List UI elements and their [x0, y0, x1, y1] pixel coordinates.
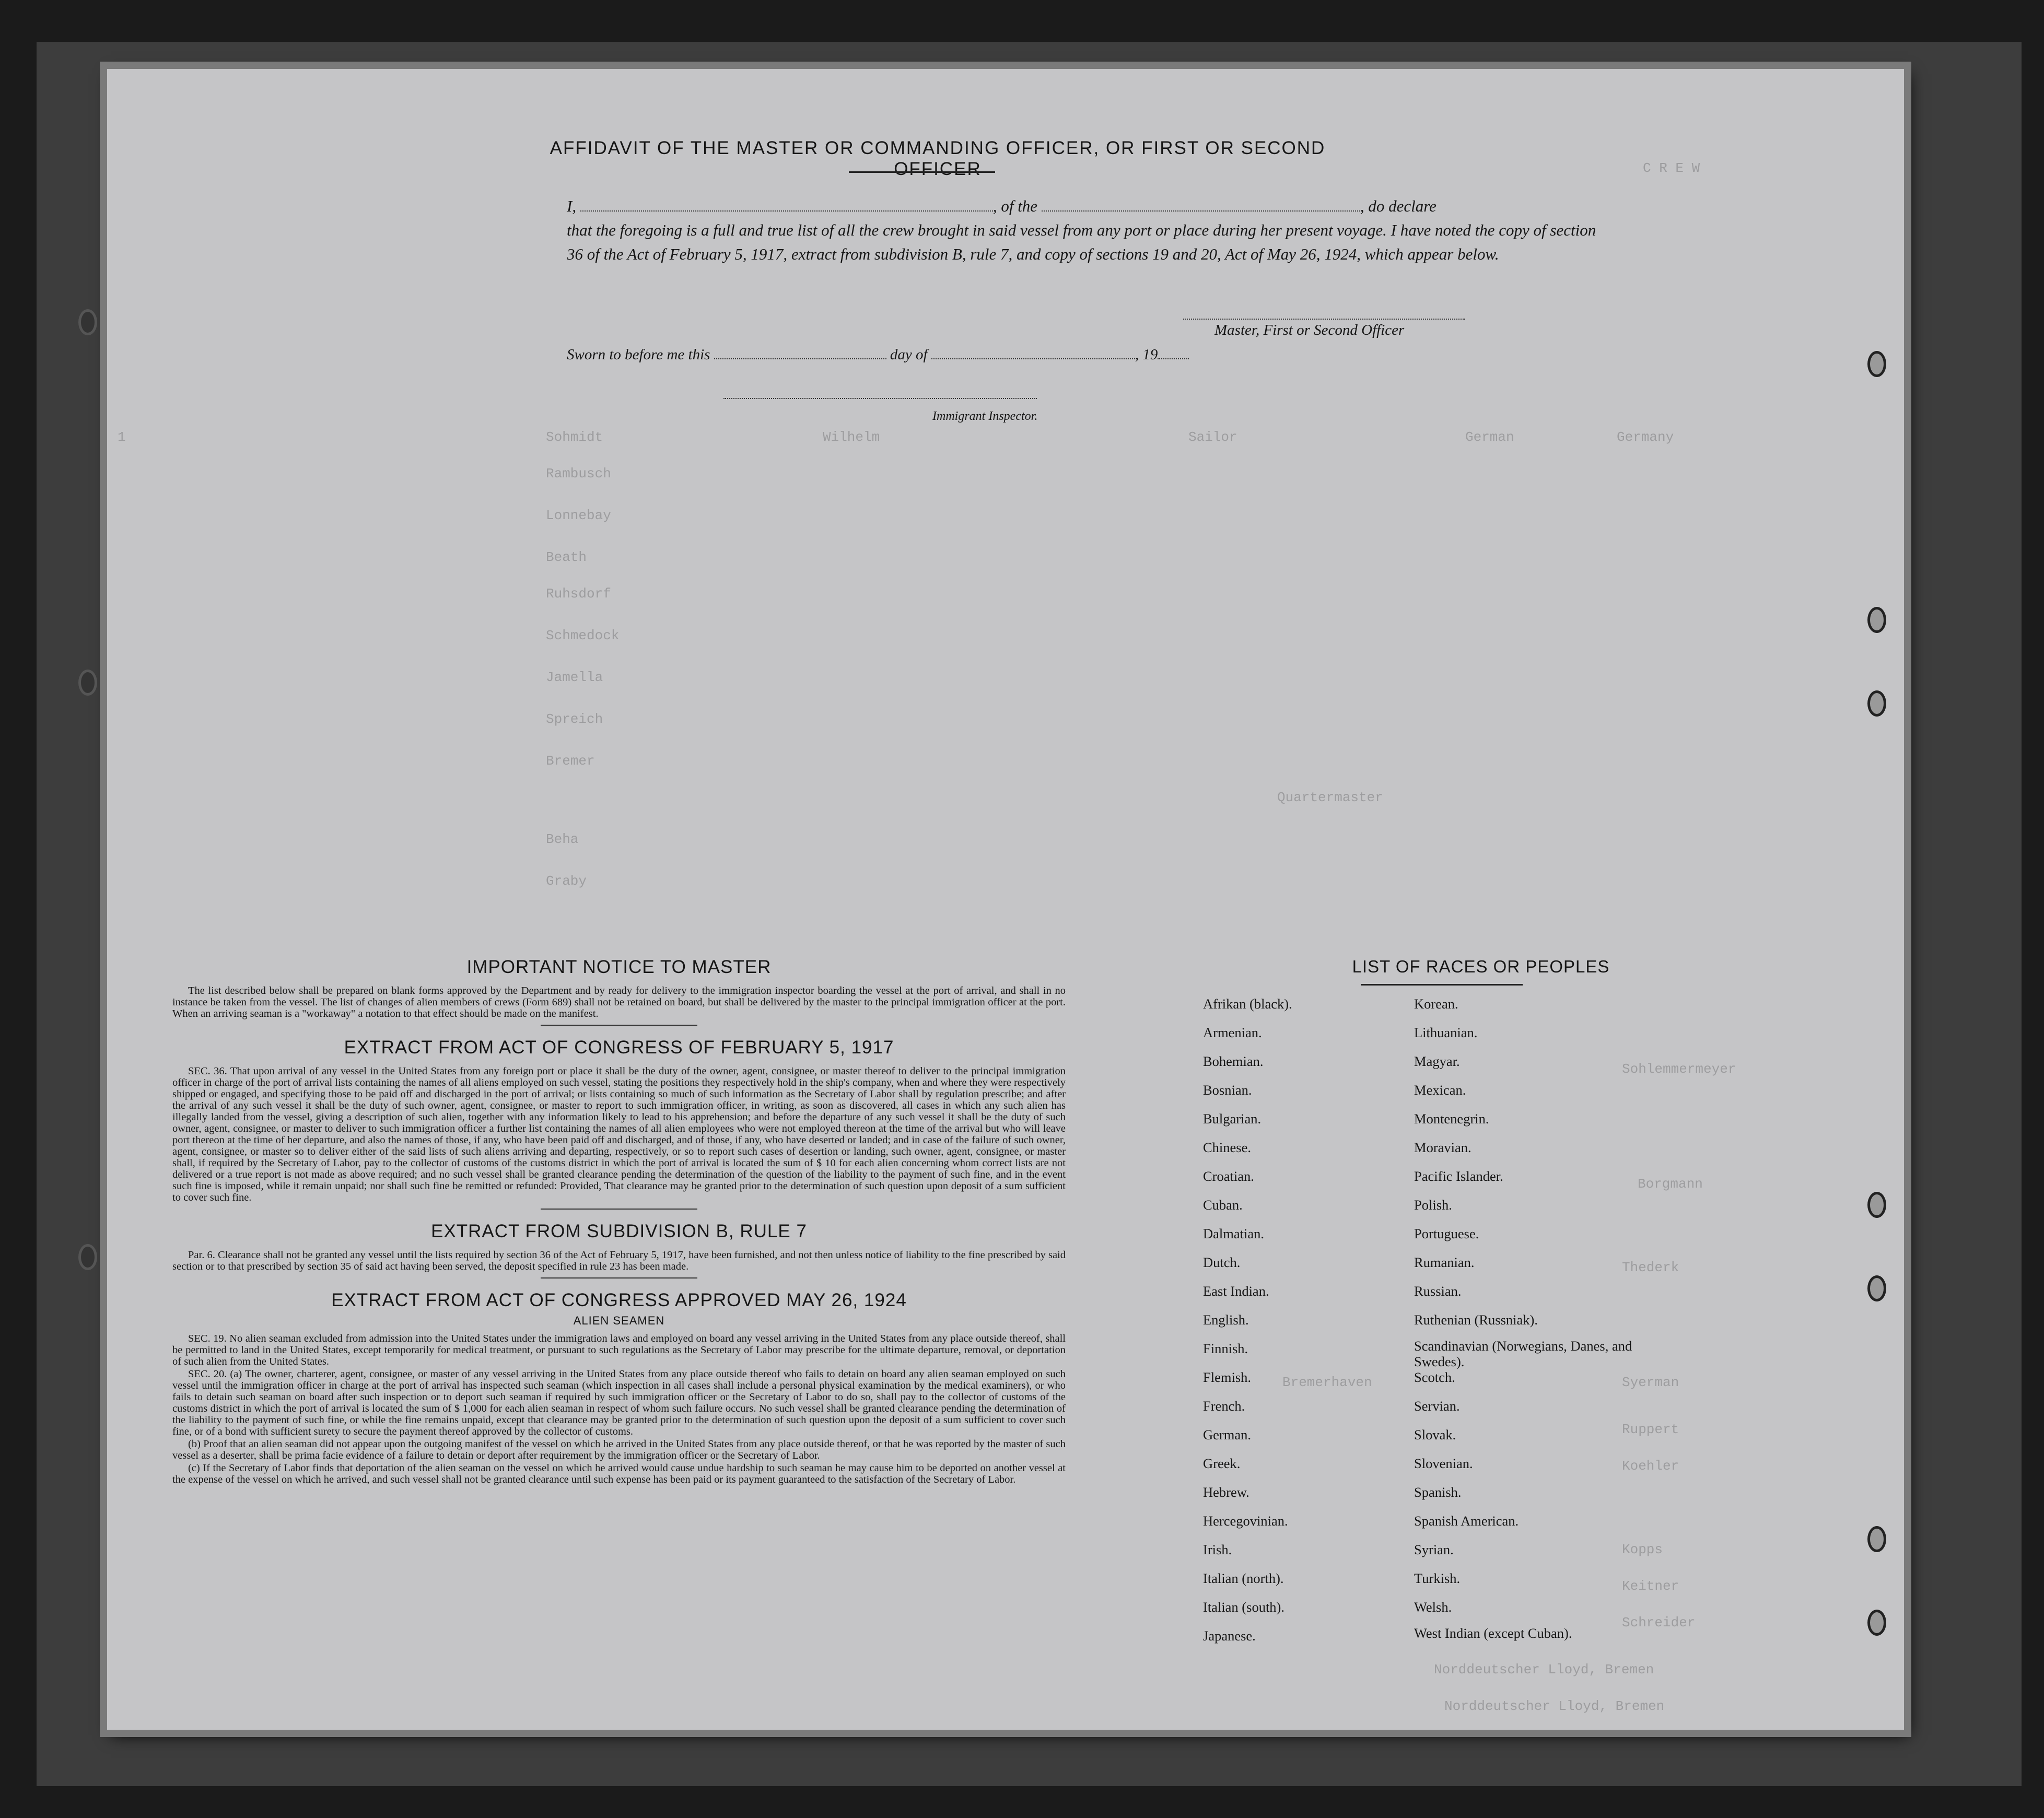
race-item: Flemish.: [1203, 1369, 1252, 1385]
races-column-2: [1414, 993, 1633, 1654]
alien-seamen-subheading: ALIEN SEAMEN: [573, 1314, 665, 1327]
divider: [541, 1025, 697, 1026]
sec-20b-text: (b) Proof that an alien seaman did not appear upon the outgoing manifest of the vessel on which he arrived in the United States from any place outside thereof, or that he was reported by the master of such vessel as a deserter, shall be prima facie evidence of a failure to detain or deport after requirement by the immigration officer or the Secretary of Labor.: [172, 1438, 1066, 1461]
race-item: Bulgarian.: [1203, 1111, 1262, 1127]
punch-hole: [78, 309, 97, 335]
race-item: Polish.: [1414, 1197, 1452, 1213]
race-item: Armenian.: [1203, 1025, 1262, 1040]
race-item: German.: [1203, 1427, 1251, 1442]
race-item: Italian (south).: [1203, 1599, 1285, 1615]
name-blank[interactable]: [580, 197, 993, 212]
sec-20a-text: SEC. 20. (a) The owner, charterer, agent, consignee, or master of any vessel arriving in the United States from any place outside thereof who fails to detain on board any alien seaman employed on such vessel until the immigration officer in charge at the port of arrival has inspected such seaman (which inspection in all cases shall include a personal physical examination by the medical examiners), or who fails to detain such seaman on board after such inspection or to deport such seaman if required by such immigration officer or the Secretary of Labor to do so, shall pay to the collector of customs of the customs district in which the port of arrival is located the sum of $ 1,000 for each alien seaman in respect of whom such failure occurs. No such vessel shall be granted clearance pending the determination of the liability to the payment of such fine, or while the fine remains unpaid, except that clearance may be granted prior to the determination of such question upon the deposit of a sum sufficient to cover such fine, or of a bond with sufficient surety to secure the payment thereof approved by the collector of customs.: [172, 1368, 1066, 1437]
race-item: Montenegrin.: [1414, 1111, 1489, 1127]
master-signature-label: Master, First or Second Officer: [1214, 322, 1405, 338]
race-item: Slovenian.: [1414, 1456, 1473, 1471]
races-title: LIST OF RACES OR PEOPLES: [1352, 957, 1610, 976]
race-item: Slovak.: [1414, 1427, 1456, 1442]
sworn-day-blank[interactable]: [714, 345, 886, 359]
punch-hole: [1867, 1610, 1886, 1636]
race-item: Portuguese.: [1414, 1226, 1479, 1241]
race-item: East Indian.: [1203, 1283, 1269, 1299]
punch-hole: [1867, 690, 1886, 717]
race-item: Chinese.: [1203, 1140, 1251, 1155]
title-underline: [849, 171, 995, 173]
race-item: Greek.: [1203, 1456, 1241, 1471]
punch-hole: [1867, 351, 1886, 377]
extract-1917-heading: EXTRACT FROM ACT OF CONGRESS OF FEBRUARY 5, 1917: [344, 1037, 894, 1058]
race-item: Scandinavian (Norwegians, Danes, and Swedes).: [1414, 1338, 1632, 1369]
punch-hole: [78, 670, 97, 696]
punch-hole: [1867, 1526, 1886, 1552]
day-of-label: day of: [890, 346, 928, 363]
race-item: Syrian.: [1414, 1542, 1454, 1557]
race-item: Italian (north).: [1203, 1570, 1284, 1586]
legal-notices: [172, 957, 1066, 1491]
notice-text: The list described below shall be prepared on blank forms approved by the Department and by ready for delivery to the immigration inspector boarding the vessel at the port of arrival, and shall in no instance be taken from the vessel. The list of changes of alien members of crews (Form 689) shall not be retained on board, but shall be delivered by the master to the principal immigration officer at the port. When an arriving seaman is a "workaway" a notation to that effect should be made on the manifest.: [172, 985, 1066, 1019]
extract-rule7-text: Par. 6. Clearance shall not be granted any vessel until the lists required by section 36 of the Act of February 5, 1917, have been furnished, and not then unless notice of liability to the fine prescribed by said section or to that prescribed by section 35 of said act having been served, the deposit specified in rule 23 has been made.: [172, 1249, 1066, 1272]
sec-20c-text: (c) If the Secretary of Labor finds that deportation of the alien seaman on the vessel on which he arrived would cause undue hardship to such seaman he may cause him to be deported on another vessel at the expense of the vessel on which he arrived, and such vessel shall not be granted clearance until such expense has been paid or its payment guaranteed to the satisfaction of the Secretary of Labor.: [172, 1462, 1066, 1485]
race-item: Irish.: [1203, 1542, 1232, 1557]
race-item: Croatian.: [1203, 1168, 1254, 1184]
race-item: Mexican.: [1414, 1082, 1466, 1098]
sworn-year-blank[interactable]: [1158, 345, 1189, 359]
punch-hole: [1867, 1275, 1886, 1301]
master-signature-line[interactable]: [1183, 319, 1465, 320]
race-item: Moravian.: [1414, 1140, 1471, 1155]
punch-hole: [1867, 1192, 1886, 1218]
declaration-line: [567, 194, 1601, 218]
of-the-label: , of the: [992, 197, 1038, 215]
race-item: Servian.: [1414, 1398, 1460, 1414]
race-item: French.: [1203, 1398, 1245, 1414]
extract-1917-text: SEC. 36. That upon arrival of any vessel in the United States from any foreign port or place it shall be the duty of the owner, agent, consignee, or master thereof to deliver to the principal immigration officer in charge of the port of arrival lists containing the names of all aliens employed on such vessel, stating the positions they respectively hold in the ship's company, when and where they were respectively shipped or engaged, and specifying those to be paid off and discharged in the port of arrival; or lists containing so much of such information as the Secretary of Labor shall by regulation prescribe; and after the arrival of any such vessel it shall be the duty of such owner, agent, consignee, or master to report to such immigration officer, in writing, as soon as discovered, all cases in which any such alien has illegally landed from the vessel, giving a description of such alien, together with any information likely to lead to his apprehension; and before the departure of any such vessel it shall be the duty of such owner, agent, consignee, or master to deliver to such immigration officer a further list containing the names of all alien employees who were not employed thereon at the time of the arrival but who will leave port thereon at the time of her departure, and also the names of those, if any, who have been paid off and discharged, and of those, if any, who have deserted or landed; and in case of the failure of such owner, agent, consignee, or master so to deliver either of the said lists of such aliens arriving and departing, respectively, or so to report such cases of desertion or landing, such owner, agent, consignee, or master shall, if required by the Secretary of Labor, pay to the collector of customs of the customs district in which the port of arrival is located the sum of $ 10 for each alien concerning whom correct lists are not delivered or a true report is not made as above required; and no such vessel shall be granted clearance pending the determination of the question of the liability to the payment of such fine, and in the event such fine is imposed, while it remain unpaid; nor shall such fine be remitted or refunded: Provided, That clearance may be granted prior to the determination of such question upon deposit of a sum sufficient to cover such fine.: [172, 1065, 1066, 1203]
declare-label: , do declare: [1360, 197, 1436, 215]
document-page: C R E W 1 Sohmidt Wilhelm Sailor German Germany Rambusch Lonnebay Beath Ruhsdorf Schmedock Jamella Spreich Bremer Quartermaster Beha Graby Sohlemmermeyer Borgmann Thederk Syerman Bremerhaven Ruppert Koehler Kopps Keitner Schreider Norddeutscher Lloyd, Bremen Norddeutscher Lloyd, Bremen AFFIDAVIT OF THE MASTER OR COMMANDING OFFICER, OR FIRST OR SECOND OFFICER I, , of the , do declare that the foregoing is a full and true list of all the crew brought in said vessel from any port or place during her present voyage. I have noted the copy of section 36 of the Act of February 5, 1917, extract from subdivision B, rule 7, and copy of sections 19 and 20, Act of May 26, 1924, which appear below. Master, First or Second Officer Sworn to before me this day of , 19 Immigrant Inspector. IMPORTANT NOTICE TO MASTER The list described below shall be prepared on blank forms approved by the Department and by ready for delivery to the immigration inspector boarding the vessel at the port of arrival, and shall in no instance be taken from the vessel. The list of changes of alien members of crews (Form 689) shall not be retained on board, but shall be delivered by the master to the principal immigration officer at the port. When an arriving seaman is a "workaway" a notation to that effect should be made on the manifest. EXTRACT FROM ACT OF CONGRESS OF FEBRUARY 5, 1917 SEC. 36. That upon arrival of any vessel in the United States from any foreign port or place it shall be the duty of the owner, agent, consignee, or master thereof to deliver to the principal immigration officer in charge of the port of arrival lists containing the names of all aliens employed on such vessel, stating the positions they respectively hold in the ship's company, when and where they were respectively shipped or engaged, and specifying those to be paid off and discharged in the port of arrival; or lists containing so much of such information as the Secretary of Labor shall by regulation prescribe; and after the arrival of any such vessel it shall be the duty of such owner, agent, consignee, or master to report to such immigration officer, in writing, as soon as discovered, all cases in which any such alien has illegally landed from the vessel, giving a description of such alien, together with any information likely to lead to his apprehension; and before the departure of any such vessel it shall be the duty of such owner, agent, consignee, or master to deliver to such immigration officer a further list containing the names of all alien employees who were not employed thereon at the time of the arrival but who will leave port thereon at the time of her departure, and also the names of those, if any, who have been paid off and discharged, and of those, if any, who have deserted or landed; and in case of the failure of such owner, agent, consignee, or master so to deliver either of the said lists of such aliens arriving and departing, respectively, or so to report such cases of desertion or landing, such owner, agent, consignee, or master shall, if required by the Secretary of Labor, pay to the collector of customs of the customs district in which the port of arrival is located the sum of $ 10 for each alien concerning whom correct lists are not delivered or a true report is not made as above required; and no such vessel shall be granted clearance pending the determination of the question of the liability to the payment of such fine, and in the event such fine is imposed, while it remain unpaid; nor shall such fine be remitted or refunded: Provided, That clearance may be granted prior to the determination of such question upon deposit of a sum sufficient to cover such fine. EXTRACT FROM SUBDIVISION B, RULE 7 Par. 6. Clearance shall not be granted any vessel until the lists required by section 36 of the Act of February 5, 1917, have been furnished, and not then unless notice of liability to the fine prescribed by said section or to that prescribed by section 35 of said act having been served, the deposit specified in rule 23 has been made. EXTRACT FROM ACT OF CONGRESS APPROVED MAY 26, 1924 ALIEN SEAMEN SEC. 19. No alien seaman excluded from admission into the United States under the immigration laws and employed on board any vessel arriving in the United States from any place outside thereof, shall be permitted to land in the United States, except temporarily for medical treatment, or pursuant to such regulations as the Secretary of Labor may prescribe for the ultimate departure, removal, or deportation of such alien from the United States. SEC. 20. (a) The owner, charterer, agent, consignee, or master of any vessel arriving in the United States from any place outside thereof who fails to detain on board any alien seaman employed on such vessel until the immigration officer in charge at the port of arrival has inspected such seaman (which inspection in all cases shall include a personal physical examination by the medical examiners), or who fails to detain such seaman on board after such inspection or to deport such seaman if required by such immigration officer or the Secretary of Labor to do so, shall pay to the collector of customs of the customs district in which the port of arrival is located the sum of $ 1,000 for each alien seaman in respect of whom such failure occurs. No such vessel shall be granted clearance pending the determination of the liability to the payment of such fine, or while the fine remains unpaid, except that clearance may be granted prior to the determination of such question upon the deposit of a sum sufficient to cover such fine, or of a bond with sufficient surety to secure the payment thereof approved by the collector of customs. (b) Proof that an alien seaman did not appear upon the outgoing manifest of the vessel on which he arrived in the United States from any place outside thereof, or that he was reported by the master of such vessel as a deserter, shall be prima facie evidence of a failure to detain or deport after requirement by the immigration officer or the Secretary of Labor. (c) If the Secretary of Labor finds that deportation of the alien seaman on the vessel on which he arrived would cause undue hardship to such seaman he may cause him to be deported on another vessel at the expense of the vessel on which he arrived, and such vessel shall not be granted clearance until such expense has been paid or its payment guaranteed to the satisfaction of the Secretary of Labor. LIST OF RACES OR PEOPLES Afrikan (black). Armenian. Bohemian. Bosnian. Bulgarian. Chinese. Croatian. Cuban. Dalmatian. Dutch. East Indian. English. Finnish. Flemish. French. German. Greek. Hebrew. Hercegovinian. Irish. Italian (north). Italian (south). Japanese. Korean. Lithuanian. Magyar. Mexican. Montenegrin. Moravian. Pacific Islander. Polish. Portuguese. Rumanian. Russian. Ruthenian (Russniak). Scandinavian (Norwegians, Danes, and Swedes). Scotch. Servian. Slovak. Slovenian. Spanish. Spanish American. Syrian. Turkish. Welsh. West Indian (except Cuban).: [107, 69, 1904, 1730]
race-item: Rumanian.: [1414, 1254, 1475, 1270]
race-item: Magyar.: [1414, 1053, 1460, 1069]
sworn-label: Sworn to before me this: [567, 346, 710, 363]
inspector-signature-line[interactable]: [723, 398, 1037, 399]
declarant-label: I,: [567, 197, 577, 215]
race-item: Dalmatian.: [1203, 1226, 1264, 1241]
race-item: English.: [1203, 1312, 1249, 1328]
race-item: Welsh.: [1414, 1599, 1452, 1615]
race-item: Turkish.: [1414, 1570, 1461, 1586]
race-item: Korean.: [1414, 996, 1458, 1012]
race-item: Finnish.: [1203, 1341, 1248, 1356]
race-item: West Indian (except Cuban).: [1414, 1625, 1572, 1641]
sworn-line: [567, 345, 1403, 363]
race-item: Scotch.: [1414, 1369, 1455, 1385]
divider: [541, 1209, 697, 1210]
inspector-label: Immigrant Inspector.: [932, 409, 1038, 423]
races-title-underline: [1361, 984, 1523, 986]
race-item: Bosnian.: [1203, 1082, 1252, 1098]
race-item: Hebrew.: [1203, 1484, 1249, 1500]
race-item: Spanish.: [1414, 1484, 1462, 1500]
race-item: Afrikan (black).: [1203, 996, 1292, 1012]
race-item: Russian.: [1414, 1283, 1462, 1299]
affidavit-statement: [567, 194, 1601, 266]
race-item: Bohemian.: [1203, 1053, 1264, 1069]
race-item: Cuban.: [1203, 1197, 1243, 1213]
affidavit-body-text: that the foregoing is a full and true list of all the crew brought in said vessel from any port or place during her present voyage. I have noted the copy of section 36 of the Act of February 5, 1917, extract from subdivision B, rule 7, and copy of sections 19 and 20, Act of May 26, 1924, which appear below.: [567, 221, 1596, 263]
race-item: Dutch.: [1203, 1254, 1241, 1270]
race-item: Ruthenian (Russniak).: [1414, 1312, 1538, 1328]
extract-1924-heading: EXTRACT FROM ACT OF CONGRESS APPROVED MAY 26, 1924: [331, 1290, 907, 1310]
punch-hole: [1867, 607, 1886, 633]
divider: [541, 1277, 697, 1279]
race-item: Pacific Islander.: [1414, 1168, 1503, 1184]
year-label: , 19: [1135, 346, 1158, 363]
affidavit-title: AFFIDAVIT OF THE MASTER OR COMMANDING OFFICER, OR FIRST OR SECOND OFFICER: [550, 138, 1326, 179]
sec-19-text: SEC. 19. No alien seaman excluded from admission into the United States under the immigration laws and employed on board any vessel arriving in the United States from any place outside thereof, shall be permitted to land in the United States, except temporarily for medical treatment, or pursuant to such regulations as the Secretary of Labor may prescribe for the ultimate departure, removal, or deportation of such alien from the United States.: [172, 1333, 1066, 1367]
notice-heading: IMPORTANT NOTICE TO MASTER: [466, 957, 772, 977]
extract-rule7-heading: EXTRACT FROM SUBDIVISION B, RULE 7: [431, 1221, 807, 1241]
punch-hole: [78, 1244, 97, 1270]
vessel-blank[interactable]: [1042, 197, 1360, 212]
race-item: Hercegovinian.: [1203, 1513, 1288, 1529]
race-item: Japanese.: [1203, 1628, 1256, 1644]
sworn-month-blank[interactable]: [931, 345, 1135, 359]
race-item: Lithuanian.: [1414, 1025, 1478, 1040]
races-column-1: [1203, 993, 1292, 1654]
race-item: Spanish American.: [1414, 1513, 1519, 1529]
